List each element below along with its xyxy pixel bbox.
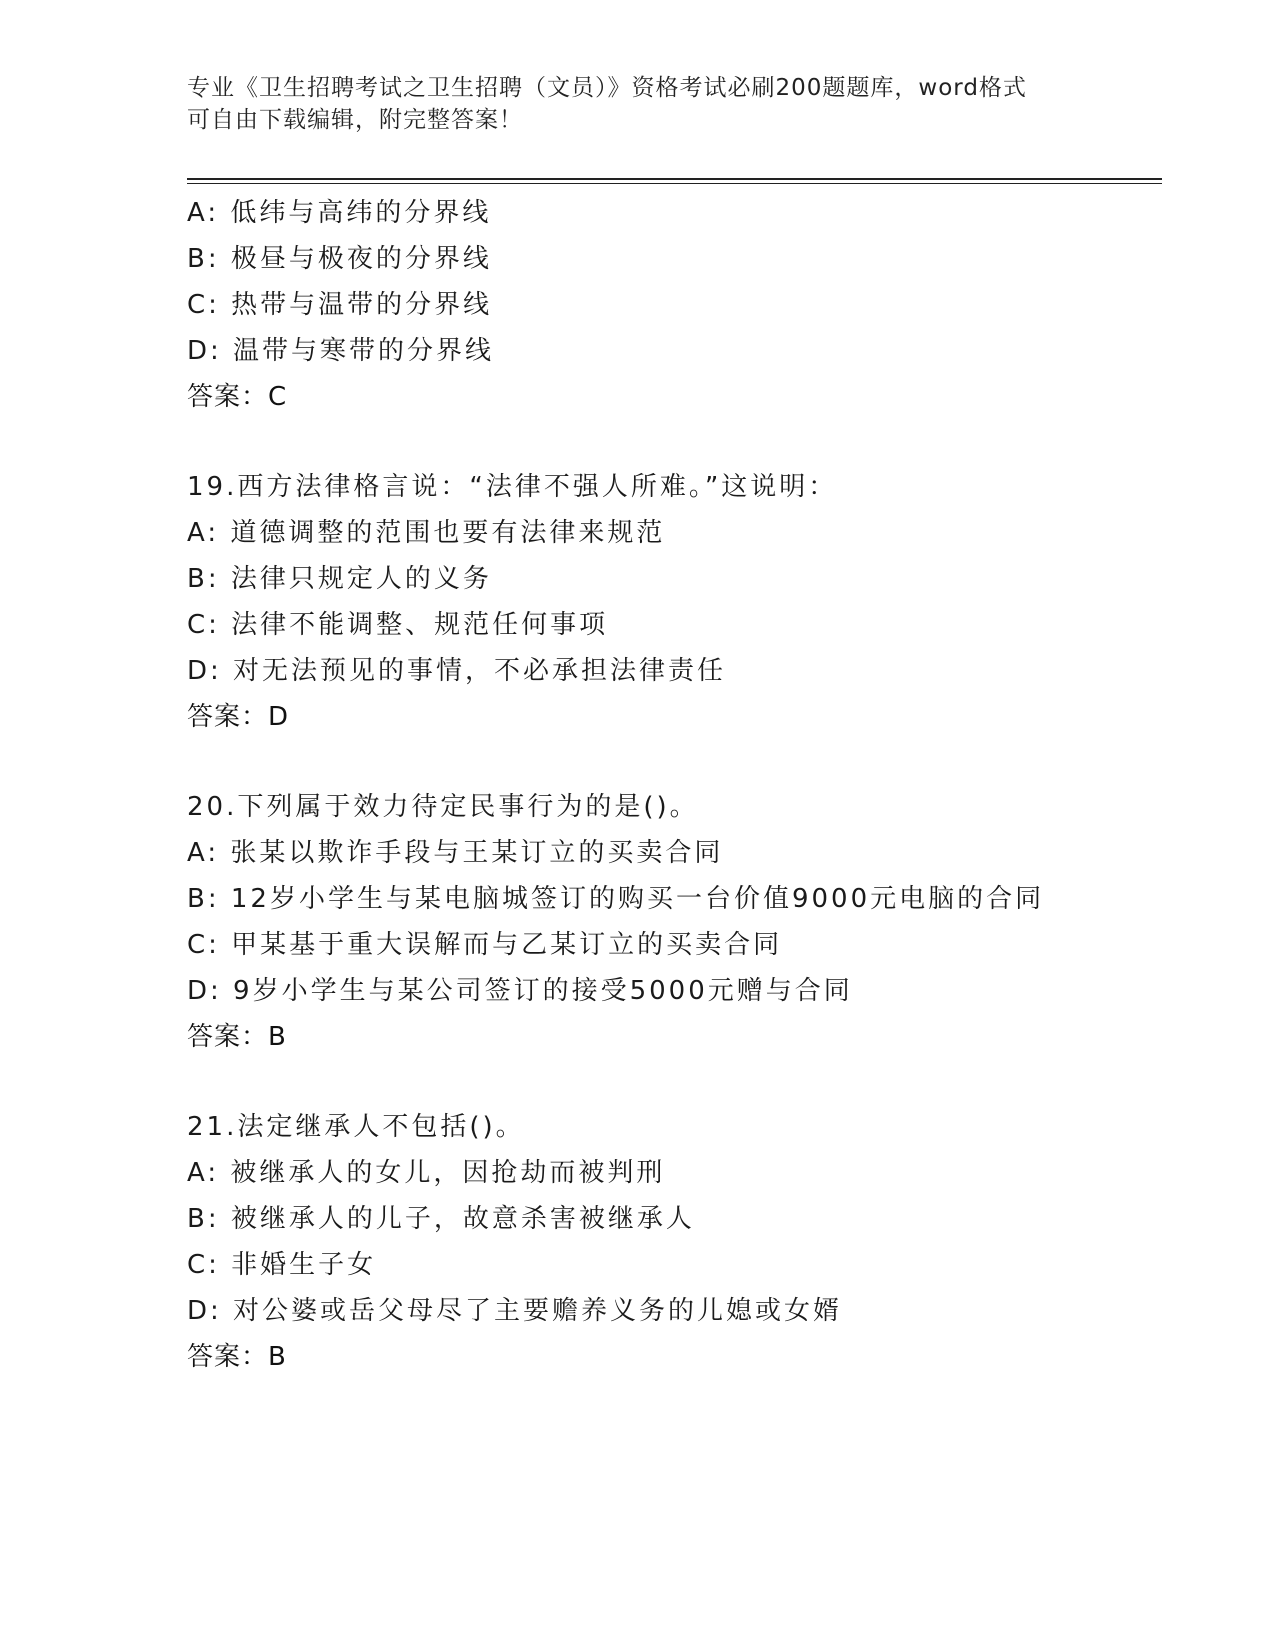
option-b: B: 法律只规定人的义务 xyxy=(187,564,492,594)
option-d: D: 对公婆或岳父母尽了主要赡养义务的儿媳或女婿 xyxy=(187,1296,843,1326)
question-block xyxy=(187,784,1162,1060)
option-c: C: 法律不能调整、规范任何事项 xyxy=(187,610,609,640)
answer-line: 答案：B xyxy=(187,1342,287,1372)
question-stem: 20.下列属于效力待定民事行为的是()。 xyxy=(187,792,699,822)
question-stem: 19.西方法律格言说：“法律不强人所难。”这说明： xyxy=(187,472,838,502)
option-b: B: 极昼与极夜的分界线 xyxy=(187,244,492,274)
header-title-line-2: 可自由下载编辑，附完整答案！ xyxy=(187,107,523,133)
header-title-line-1: 专业《卫生招聘考试之卫生招聘（文员）》资格考试必刷200题题库，word格式 xyxy=(187,75,1027,101)
block-spacer xyxy=(187,1060,1162,1104)
question-list xyxy=(187,190,1162,1380)
header-divider-thin xyxy=(187,183,1162,184)
option-d: D: 温带与寒带的分界线 xyxy=(187,336,495,366)
option-a: A: 道德调整的范围也要有法律来规范 xyxy=(187,518,666,548)
answer-line: 答案：D xyxy=(187,702,290,732)
answer-line: 答案：B xyxy=(187,1022,287,1052)
question-block xyxy=(187,1104,1162,1380)
header-divider-thick xyxy=(187,178,1162,180)
question-block xyxy=(187,464,1162,740)
option-b: B: 12岁小学生与某电脑城签订的购买一台价值9000元电脑的合同 xyxy=(187,884,1045,914)
document-header xyxy=(187,72,1087,136)
option-a: A: 被继承人的女儿，因抢劫而被判刑 xyxy=(187,1158,666,1188)
block-spacer xyxy=(187,740,1162,784)
option-c: C: 甲某基于重大误解而与乙某订立的买卖合同 xyxy=(187,930,783,960)
question-stem: 21.法定继承人不包括()。 xyxy=(187,1112,525,1142)
option-a: A: 低纬与高纬的分界线 xyxy=(187,198,492,228)
question-block xyxy=(187,190,1162,420)
option-c: C: 热带与温带的分界线 xyxy=(187,290,493,320)
option-a: A: 张某以欺诈手段与王某订立的买卖合同 xyxy=(187,838,724,868)
option-c: C: 非婚生子女 xyxy=(187,1250,377,1280)
option-b: B: 被继承人的儿子，故意杀害被继承人 xyxy=(187,1204,695,1234)
block-spacer xyxy=(187,420,1162,464)
option-d: D: 对无法预见的事情，不必承担法律责任 xyxy=(187,656,727,686)
option-d: D: 9岁小学生与某公司签订的接受5000元赠与合同 xyxy=(187,976,853,1006)
answer-line: 答案：C xyxy=(187,382,288,412)
